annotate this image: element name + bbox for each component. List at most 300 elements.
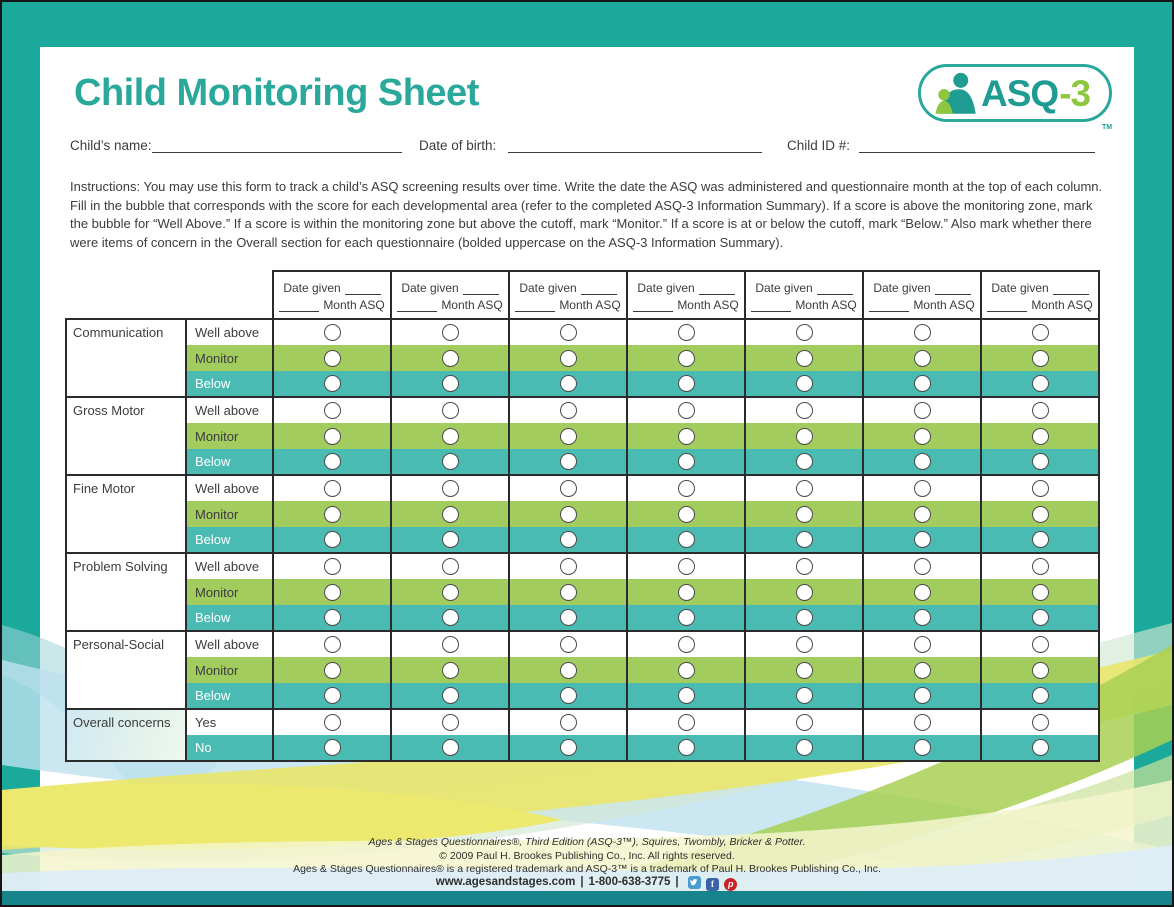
answer-bubble[interactable] bbox=[442, 375, 459, 392]
score-zone-label: Well above bbox=[186, 475, 273, 501]
bubble-cell bbox=[627, 449, 745, 475]
bubble-cell bbox=[273, 683, 391, 709]
bubble-cell bbox=[627, 683, 745, 709]
bubble-cell bbox=[863, 501, 981, 527]
answer-bubble[interactable] bbox=[560, 558, 577, 575]
bubble-cell bbox=[863, 579, 981, 605]
table-row bbox=[66, 319, 1099, 345]
answer-bubble[interactable] bbox=[914, 428, 931, 445]
answer-bubble[interactable] bbox=[914, 609, 931, 626]
bubble-cell bbox=[273, 501, 391, 527]
month-blank[interactable] bbox=[751, 300, 791, 312]
table-row bbox=[66, 735, 1099, 761]
answer-bubble[interactable] bbox=[1032, 453, 1049, 470]
column-header-7 bbox=[981, 271, 1099, 319]
column-header-6 bbox=[863, 271, 981, 319]
bubble-cell bbox=[745, 371, 863, 397]
bubble-cell bbox=[745, 605, 863, 631]
answer-bubble[interactable] bbox=[560, 480, 577, 497]
answer-bubble[interactable] bbox=[914, 531, 931, 548]
answer-bubble[interactable] bbox=[560, 402, 577, 419]
answer-bubble[interactable] bbox=[442, 584, 459, 601]
bubble-cell bbox=[273, 605, 391, 631]
date-given-blank[interactable] bbox=[935, 283, 971, 295]
child-id-label: Child ID #: bbox=[787, 138, 851, 153]
bubble-cell bbox=[273, 657, 391, 683]
answer-bubble[interactable] bbox=[560, 662, 577, 679]
answer-bubble[interactable] bbox=[1032, 324, 1049, 341]
bubble-cell bbox=[273, 371, 391, 397]
bubble-cell bbox=[509, 527, 627, 553]
bubble-cell bbox=[391, 397, 509, 423]
bubble-cell bbox=[391, 345, 509, 371]
table-row bbox=[66, 709, 1099, 735]
contact-line bbox=[2, 876, 1172, 891]
answer-bubble[interactable] bbox=[678, 480, 695, 497]
month-asq-label: Month ASQ bbox=[677, 298, 739, 312]
bubble-cell bbox=[273, 553, 391, 579]
facebook-icon[interactable]: f bbox=[706, 878, 719, 891]
answer-bubble[interactable] bbox=[560, 375, 577, 392]
table-row bbox=[66, 683, 1099, 709]
answer-bubble[interactable] bbox=[678, 324, 695, 341]
bottom-teal-bar bbox=[2, 891, 1172, 905]
column-header-2 bbox=[391, 271, 509, 319]
citation-line-3: Ages & Stages Questionnaires® is a registered trademark and ASQ-3™ is a trademark of Paul H. Brookes Publishing Co., Inc. bbox=[293, 863, 881, 875]
answer-bubble[interactable] bbox=[1032, 636, 1049, 653]
instructions-text: Instructions: You may use this form to track a child’s ASQ screening results over time. Write the date the ASQ was administered and questionnaire month at the top of each column. Fill in the bubble that corresponds with the score for each developmental area (refer to the completed ASQ-3 Information Summary). If a score is above the monitoring zone, mark the bubble for “Well Above.” If a score is within the monitoring zone but above the cutoff, mark “Monitor.” If a score is at or below the cutoff, mark “Below.” Also mark whether there were items of concern in the Overall section for each questionnaire (bolded uppercase on the ASQ-3 Information Summary). bbox=[70, 179, 1103, 250]
answer-bubble[interactable] bbox=[324, 662, 341, 679]
childs-name-label: Child’s name: bbox=[70, 138, 152, 153]
answer-bubble[interactable] bbox=[1032, 714, 1049, 731]
answer-bubble[interactable] bbox=[914, 453, 931, 470]
answer-bubble[interactable] bbox=[324, 584, 341, 601]
citation-line-1: Ages & Stages Questionnaires®, Third Edition (ASQ-3™), Squires, Twombly, Bricker & Potter. bbox=[368, 836, 806, 848]
score-zone-label: Below bbox=[186, 527, 273, 553]
bubble-cell bbox=[863, 319, 981, 345]
bubble-cell bbox=[391, 475, 509, 501]
answer-bubble[interactable] bbox=[914, 584, 931, 601]
date-given-blank[interactable] bbox=[699, 283, 735, 295]
month-blank[interactable] bbox=[869, 300, 909, 312]
answer-bubble[interactable] bbox=[560, 531, 577, 548]
month-blank[interactable] bbox=[397, 300, 437, 312]
month-blank[interactable] bbox=[987, 300, 1027, 312]
bubble-cell bbox=[745, 657, 863, 683]
table-row bbox=[66, 449, 1099, 475]
bubble-cell bbox=[509, 579, 627, 605]
answer-bubble[interactable] bbox=[1032, 375, 1049, 392]
answer-bubble[interactable] bbox=[324, 428, 341, 445]
answer-bubble[interactable] bbox=[914, 739, 931, 756]
date-given-label: Date given bbox=[637, 281, 695, 295]
answer-bubble[interactable] bbox=[914, 662, 931, 679]
bubble-cell bbox=[509, 735, 627, 761]
answer-bubble[interactable] bbox=[442, 636, 459, 653]
bubble-cell bbox=[981, 631, 1099, 657]
bubble-cell bbox=[627, 579, 745, 605]
website-link[interactable]: www.agesandstages.com bbox=[435, 876, 576, 888]
bubble-cell bbox=[627, 319, 745, 345]
bubble-cell bbox=[627, 397, 745, 423]
bubble-cell bbox=[981, 319, 1099, 345]
answer-bubble[interactable] bbox=[442, 714, 459, 731]
child-id-blank[interactable] bbox=[859, 152, 1095, 153]
answer-bubble[interactable] bbox=[796, 453, 813, 470]
month-asq-label: Month ASQ bbox=[441, 298, 503, 312]
answer-bubble[interactable] bbox=[796, 558, 813, 575]
answer-bubble[interactable] bbox=[914, 324, 931, 341]
table-row bbox=[66, 371, 1099, 397]
bubble-cell bbox=[745, 683, 863, 709]
area-label: Fine Motor bbox=[66, 475, 186, 553]
bubble-cell bbox=[273, 423, 391, 449]
answer-bubble[interactable] bbox=[914, 350, 931, 367]
answer-bubble[interactable] bbox=[442, 506, 459, 523]
answer-bubble[interactable] bbox=[914, 506, 931, 523]
answer-bubble[interactable] bbox=[324, 324, 341, 341]
date-given-label: Date given bbox=[991, 281, 1049, 295]
date-of-birth-label: Date of birth: bbox=[419, 138, 497, 153]
bubble-cell bbox=[273, 319, 391, 345]
answer-bubble[interactable] bbox=[324, 558, 341, 575]
date-given-label: Date given bbox=[401, 281, 459, 295]
bubble-cell bbox=[981, 683, 1099, 709]
page-title: Child Monitoring Sheet bbox=[74, 72, 479, 114]
answer-bubble[interactable] bbox=[796, 428, 813, 445]
bubble-cell bbox=[981, 553, 1099, 579]
separator: | bbox=[675, 876, 679, 888]
pinterest-icon[interactable]: p bbox=[724, 878, 737, 891]
bubble-cell bbox=[981, 709, 1099, 735]
bubble-cell bbox=[981, 397, 1099, 423]
column-header-3 bbox=[509, 271, 627, 319]
score-zone-label: Well above bbox=[186, 631, 273, 657]
answer-bubble[interactable] bbox=[560, 739, 577, 756]
bubble-cell bbox=[391, 371, 509, 397]
answer-bubble[interactable] bbox=[796, 584, 813, 601]
bubble-cell bbox=[273, 345, 391, 371]
bubble-cell bbox=[391, 657, 509, 683]
answer-bubble[interactable] bbox=[678, 350, 695, 367]
answer-bubble[interactable] bbox=[324, 739, 341, 756]
answer-bubble[interactable] bbox=[796, 375, 813, 392]
bubble-cell bbox=[391, 683, 509, 709]
table-row bbox=[66, 345, 1099, 371]
answer-bubble[interactable] bbox=[796, 350, 813, 367]
bubble-cell bbox=[509, 423, 627, 449]
answer-bubble[interactable] bbox=[442, 687, 459, 704]
answer-bubble[interactable] bbox=[1032, 350, 1049, 367]
answer-bubble[interactable] bbox=[442, 558, 459, 575]
bubble-cell bbox=[391, 319, 509, 345]
bubble-cell bbox=[273, 631, 391, 657]
bubble-cell bbox=[509, 449, 627, 475]
answer-bubble[interactable] bbox=[324, 480, 341, 497]
bubble-cell bbox=[863, 605, 981, 631]
answer-bubble[interactable] bbox=[560, 350, 577, 367]
score-zone-label: Yes bbox=[186, 709, 273, 735]
answer-bubble[interactable] bbox=[678, 609, 695, 626]
bubble-cell bbox=[391, 605, 509, 631]
answer-bubble[interactable] bbox=[324, 531, 341, 548]
answer-bubble[interactable] bbox=[678, 558, 695, 575]
score-zone-label: Well above bbox=[186, 397, 273, 423]
bubble-cell bbox=[863, 657, 981, 683]
logo-wordmark: ASQ-3 bbox=[981, 72, 1091, 114]
bubble-cell bbox=[981, 423, 1099, 449]
answer-bubble[interactable] bbox=[1032, 662, 1049, 679]
answer-bubble[interactable] bbox=[324, 453, 341, 470]
bubble-cell bbox=[863, 449, 981, 475]
bubble-cell bbox=[627, 501, 745, 527]
answer-bubble[interactable] bbox=[914, 375, 931, 392]
monitoring-table bbox=[65, 270, 1100, 762]
score-zone-label: Monitor bbox=[186, 579, 273, 605]
answer-bubble[interactable] bbox=[914, 402, 931, 419]
answer-bubble[interactable] bbox=[678, 687, 695, 704]
date-given-blank[interactable] bbox=[463, 283, 499, 295]
score-zone-label: Monitor bbox=[186, 657, 273, 683]
bubble-cell bbox=[981, 449, 1099, 475]
column-header-1 bbox=[273, 271, 391, 319]
answer-bubble[interactable] bbox=[560, 714, 577, 731]
bubble-cell bbox=[981, 475, 1099, 501]
answer-bubble[interactable] bbox=[560, 636, 577, 653]
answer-bubble[interactable] bbox=[796, 609, 813, 626]
answer-bubble[interactable] bbox=[324, 350, 341, 367]
frame-top-band bbox=[2, 2, 1172, 47]
answer-bubble[interactable] bbox=[442, 453, 459, 470]
month-asq-label: Month ASQ bbox=[1031, 298, 1093, 312]
bubble-cell bbox=[745, 553, 863, 579]
bubble-cell bbox=[509, 501, 627, 527]
answer-bubble[interactable] bbox=[1032, 584, 1049, 601]
parent-child-icon bbox=[929, 70, 981, 116]
bubble-cell bbox=[391, 501, 509, 527]
answer-bubble[interactable] bbox=[442, 531, 459, 548]
answer-bubble[interactable] bbox=[324, 375, 341, 392]
score-zone-label: Below bbox=[186, 683, 273, 709]
bubble-cell bbox=[391, 423, 509, 449]
answer-bubble[interactable] bbox=[796, 636, 813, 653]
bubble-cell bbox=[509, 553, 627, 579]
answer-bubble[interactable] bbox=[442, 350, 459, 367]
answer-bubble[interactable] bbox=[1032, 558, 1049, 575]
table-row bbox=[66, 657, 1099, 683]
answer-bubble[interactable] bbox=[1032, 531, 1049, 548]
answer-bubble[interactable] bbox=[914, 558, 931, 575]
date-given-blank[interactable] bbox=[581, 283, 617, 295]
table-row bbox=[66, 631, 1099, 657]
bubble-cell bbox=[863, 397, 981, 423]
childs-name-blank[interactable] bbox=[152, 152, 402, 153]
bubble-cell bbox=[509, 397, 627, 423]
answer-bubble[interactable] bbox=[442, 739, 459, 756]
bubble-cell bbox=[391, 735, 509, 761]
score-zone-label: Below bbox=[186, 605, 273, 631]
answer-bubble[interactable] bbox=[678, 375, 695, 392]
answer-bubble[interactable] bbox=[1032, 609, 1049, 626]
answer-bubble[interactable] bbox=[442, 402, 459, 419]
date-of-birth-blank[interactable] bbox=[508, 152, 762, 153]
bubble-cell bbox=[509, 683, 627, 709]
answer-bubble[interactable] bbox=[678, 662, 695, 679]
answer-bubble[interactable] bbox=[442, 324, 459, 341]
answer-bubble[interactable] bbox=[678, 531, 695, 548]
bubble-cell bbox=[391, 579, 509, 605]
bubble-cell bbox=[981, 371, 1099, 397]
table-row bbox=[66, 475, 1099, 501]
bubble-cell bbox=[509, 605, 627, 631]
answer-bubble[interactable] bbox=[560, 609, 577, 626]
bubble-cell bbox=[981, 501, 1099, 527]
citation-block bbox=[2, 836, 1172, 877]
bubble-cell bbox=[627, 735, 745, 761]
answer-bubble[interactable] bbox=[678, 402, 695, 419]
date-given-blank[interactable] bbox=[345, 283, 381, 295]
answer-bubble[interactable] bbox=[1032, 687, 1049, 704]
bubble-cell bbox=[863, 345, 981, 371]
answer-bubble[interactable] bbox=[442, 480, 459, 497]
table-row bbox=[66, 423, 1099, 449]
bubble-cell bbox=[745, 423, 863, 449]
answer-bubble[interactable] bbox=[324, 687, 341, 704]
answer-bubble[interactable] bbox=[678, 584, 695, 601]
score-zone-label: No bbox=[186, 735, 273, 761]
score-zone-label: Monitor bbox=[186, 501, 273, 527]
answer-bubble[interactable] bbox=[914, 480, 931, 497]
bubble-cell bbox=[509, 371, 627, 397]
answer-bubble[interactable] bbox=[324, 714, 341, 731]
bubble-cell bbox=[981, 657, 1099, 683]
bubble-cell bbox=[273, 735, 391, 761]
logo-trademark: TM bbox=[1102, 124, 1113, 131]
date-given-label: Date given bbox=[283, 281, 341, 295]
bubble-cell bbox=[863, 527, 981, 553]
score-zone-label: Well above bbox=[186, 553, 273, 579]
month-blank[interactable] bbox=[515, 300, 555, 312]
answer-bubble[interactable] bbox=[1032, 402, 1049, 419]
month-blank[interactable] bbox=[633, 300, 673, 312]
answer-bubble[interactable] bbox=[560, 687, 577, 704]
answer-bubble[interactable] bbox=[914, 636, 931, 653]
answer-bubble[interactable] bbox=[796, 662, 813, 679]
bubble-cell bbox=[745, 475, 863, 501]
answer-bubble[interactable] bbox=[324, 609, 341, 626]
answer-bubble[interactable] bbox=[678, 636, 695, 653]
bubble-cell bbox=[627, 371, 745, 397]
separator: | bbox=[580, 876, 584, 888]
bubble-cell bbox=[981, 345, 1099, 371]
answer-bubble[interactable] bbox=[796, 687, 813, 704]
answer-bubble[interactable] bbox=[442, 662, 459, 679]
asq3-logo bbox=[918, 64, 1112, 122]
answer-bubble[interactable] bbox=[324, 506, 341, 523]
answer-bubble[interactable] bbox=[560, 428, 577, 445]
bubble-cell bbox=[863, 553, 981, 579]
area-label: Problem Solving bbox=[66, 553, 186, 631]
answer-bubble[interactable] bbox=[560, 324, 577, 341]
column-header-5 bbox=[745, 271, 863, 319]
bubble-cell bbox=[273, 397, 391, 423]
answer-bubble[interactable] bbox=[442, 428, 459, 445]
citation-line-2: © 2009 Paul H. Brookes Publishing Co., Inc. All rights reserved. bbox=[439, 849, 735, 862]
answer-bubble[interactable] bbox=[796, 506, 813, 523]
answer-bubble[interactable] bbox=[324, 402, 341, 419]
date-given-blank[interactable] bbox=[817, 283, 853, 295]
bubble-cell bbox=[509, 475, 627, 501]
answer-bubble[interactable] bbox=[678, 506, 695, 523]
answer-bubble[interactable] bbox=[914, 687, 931, 704]
bubble-cell bbox=[981, 735, 1099, 761]
bubble-cell bbox=[509, 631, 627, 657]
answer-bubble[interactable] bbox=[796, 402, 813, 419]
bubble-cell bbox=[273, 579, 391, 605]
table-row bbox=[66, 553, 1099, 579]
bubble-cell bbox=[745, 397, 863, 423]
bubble-cell bbox=[273, 449, 391, 475]
answer-bubble[interactable] bbox=[1032, 480, 1049, 497]
bubble-cell bbox=[745, 319, 863, 345]
answer-bubble[interactable] bbox=[678, 739, 695, 756]
bubble-cell bbox=[391, 709, 509, 735]
answer-bubble[interactable] bbox=[678, 453, 695, 470]
answer-bubble[interactable] bbox=[796, 324, 813, 341]
bubble-cell bbox=[981, 605, 1099, 631]
answer-bubble[interactable] bbox=[560, 506, 577, 523]
answer-bubble[interactable] bbox=[796, 714, 813, 731]
bubble-cell bbox=[627, 553, 745, 579]
bubble-cell bbox=[745, 709, 863, 735]
answer-bubble[interactable] bbox=[678, 714, 695, 731]
answer-bubble[interactable] bbox=[560, 584, 577, 601]
table-row bbox=[66, 501, 1099, 527]
table-row bbox=[66, 605, 1099, 631]
bubble-cell bbox=[745, 579, 863, 605]
answer-bubble[interactable] bbox=[796, 480, 813, 497]
answer-bubble[interactable] bbox=[678, 428, 695, 445]
bubble-cell bbox=[745, 527, 863, 553]
score-zone-label: Monitor bbox=[186, 345, 273, 371]
answer-bubble[interactable] bbox=[442, 609, 459, 626]
bubble-cell bbox=[981, 527, 1099, 553]
answer-bubble[interactable] bbox=[324, 636, 341, 653]
month-asq-label: Month ASQ bbox=[559, 298, 621, 312]
bubble-cell bbox=[273, 475, 391, 501]
bubble-cell bbox=[627, 527, 745, 553]
answer-bubble[interactable] bbox=[1032, 739, 1049, 756]
date-given-blank[interactable] bbox=[1053, 283, 1089, 295]
bubble-cell bbox=[863, 709, 981, 735]
answer-bubble[interactable] bbox=[914, 714, 931, 731]
twitter-icon[interactable] bbox=[688, 876, 701, 889]
answer-bubble[interactable] bbox=[1032, 428, 1049, 445]
area-label: Communication bbox=[66, 319, 186, 397]
answer-bubble[interactable] bbox=[796, 531, 813, 548]
month-blank[interactable] bbox=[279, 300, 319, 312]
month-asq-label: Month ASQ bbox=[795, 298, 857, 312]
date-given-label: Date given bbox=[873, 281, 931, 295]
answer-bubble[interactable] bbox=[560, 453, 577, 470]
bubble-cell bbox=[273, 709, 391, 735]
bubble-cell bbox=[863, 423, 981, 449]
bubble-cell bbox=[863, 475, 981, 501]
table-row bbox=[66, 397, 1099, 423]
answer-bubble[interactable] bbox=[1032, 506, 1049, 523]
answer-bubble[interactable] bbox=[796, 739, 813, 756]
column-header-4 bbox=[627, 271, 745, 319]
